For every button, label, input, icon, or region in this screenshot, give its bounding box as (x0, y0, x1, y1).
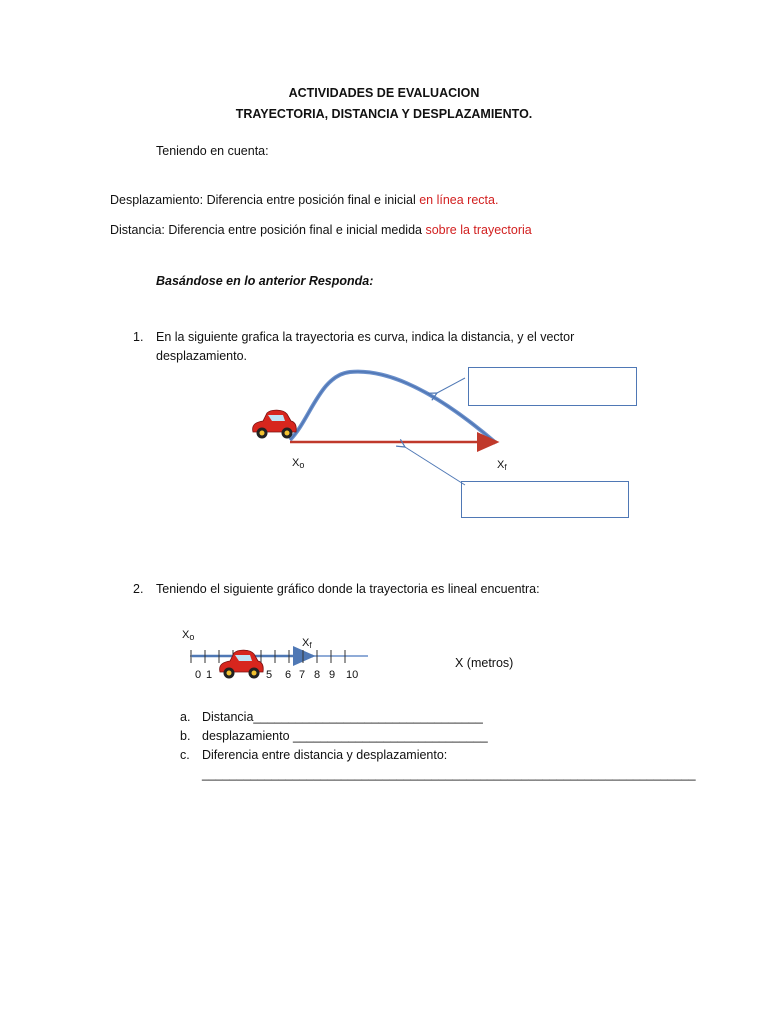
distancia-label: Distancia: (110, 223, 165, 237)
trajectory-curve (290, 372, 496, 443)
item-a-distancia[interactable]: Distancia_________________________________ (202, 710, 483, 724)
tick-label-6: 6 (285, 669, 292, 681)
q1-x0-label: Xo (292, 457, 305, 470)
question1-line2: desplazamiento. (156, 349, 248, 363)
q2-diagram (182, 629, 368, 681)
item-a-letter: a. (180, 710, 191, 724)
distancia-text: Diferencia entre posición final e inicial medida (164, 223, 426, 237)
tick-label-8: 8 (314, 669, 321, 681)
page-subtitle: TRAYECTORIA, DISTANCIA Y DESPLAZAMIENTO. (235, 107, 533, 121)
tick-label-7: 7 (299, 669, 306, 681)
distancia-highlight: sobre la trayectoria (425, 223, 532, 237)
question1-line1: En la siguiente grafica la trayectoria es curva, indica la distancia, y el vector (156, 330, 575, 344)
page-title: ACTIVIDADES DE EVALUACION (288, 86, 480, 100)
q1-xf-label: Xf (497, 459, 507, 472)
question2-text: Teniendo el siguiente gráfico donde la trayectoria es lineal encuentra: (156, 582, 540, 596)
q1-diagram (253, 372, 508, 485)
item-c-diferencia: Diferencia entre distancia y desplazamiento: (202, 748, 448, 762)
tick-label-5: 5 (266, 669, 273, 681)
tick-label-0: 0 (195, 669, 202, 681)
item-c-letter: c. (180, 748, 190, 762)
desplazamiento-highlight: en línea recta. (419, 193, 499, 207)
question2-number: 2. (133, 582, 144, 596)
item-b-desplazamiento[interactable]: desplazamiento ____________________________ (202, 729, 488, 743)
q2-xf-label: Xf (302, 637, 312, 650)
pointer-arrow-distancia (437, 378, 465, 393)
instruction-text: Basándose en lo anterior Responda: (156, 274, 374, 288)
car-icon (253, 410, 297, 438)
tick-label-9: 9 (329, 669, 336, 681)
desplazamiento-label: Desplazamiento: (110, 193, 204, 207)
car-icon-q2 (220, 650, 264, 678)
question1-number: 1. (133, 330, 144, 344)
desplazamiento-text: Diferencia entre posición final e inicial (203, 193, 420, 207)
item-c-answer-line[interactable]: _______________________________________________________________________ (202, 767, 696, 781)
tick-label-1: 1 (206, 669, 213, 681)
axis-title: X (metros) (455, 656, 514, 670)
q2-x0-label: Xo (182, 629, 195, 642)
intro-text: Teniendo en cuenta: (156, 144, 269, 158)
item-b-letter: b. (180, 729, 191, 743)
tick-label-10: 10 (346, 669, 359, 681)
pointer-arrow-desplazamiento (405, 447, 465, 485)
